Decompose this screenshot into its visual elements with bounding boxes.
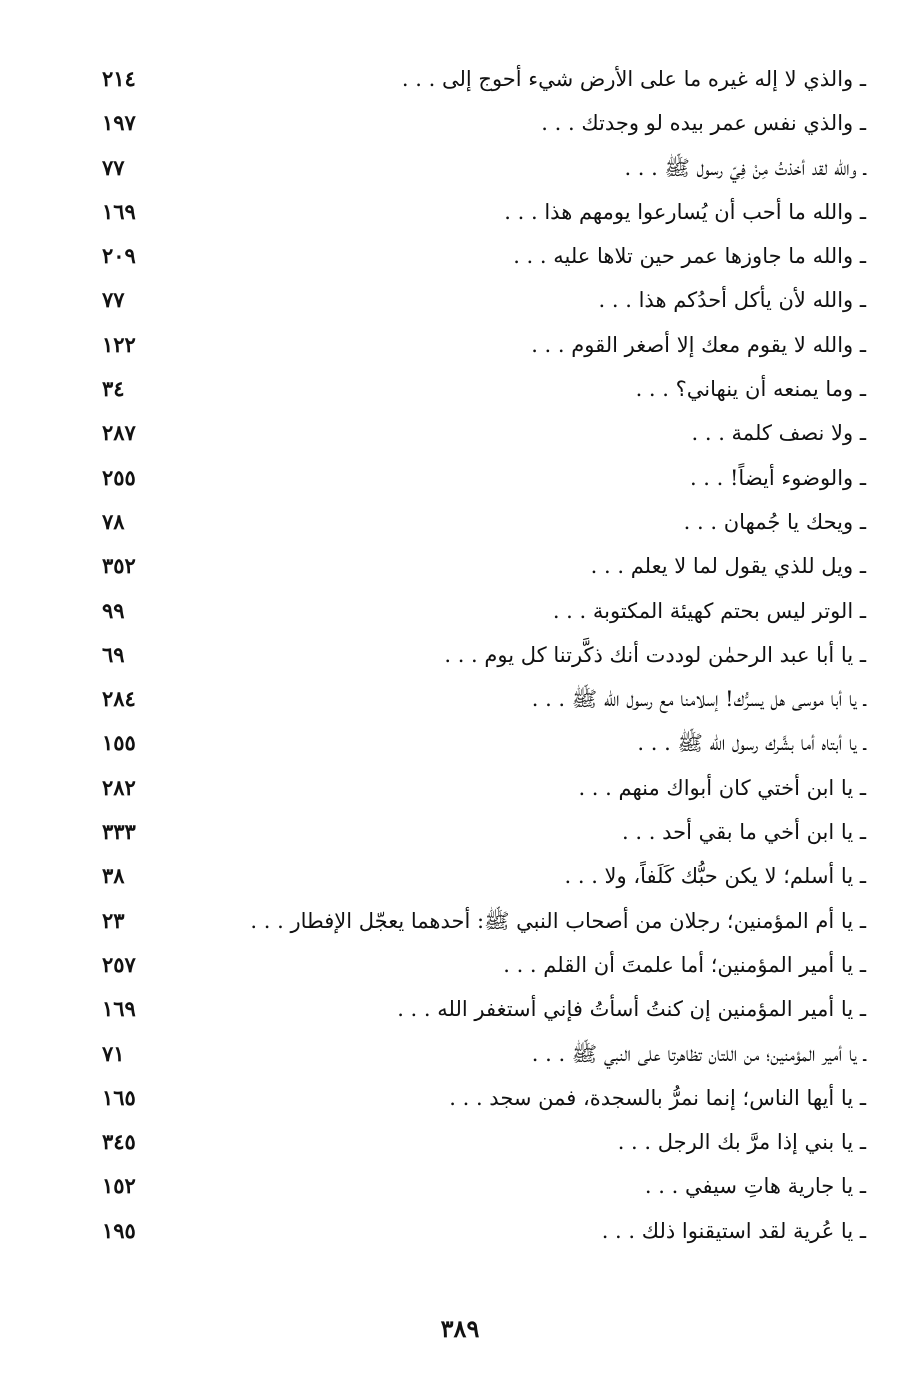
index-entry bbox=[96, 634, 866, 678]
entry-page-ref: ١٥٢ bbox=[102, 1173, 136, 1199]
entry-quote: ـ يا جارية هاتِ سيفي . . . bbox=[644, 1174, 866, 1199]
entry-page-ref: ١٦٥ bbox=[102, 1084, 136, 1110]
entry-quote: ـ يا أمير المؤمنين؛ من اللتان تظاهرتا على النبي ﷺ . . . bbox=[531, 1041, 866, 1066]
index-entry bbox=[96, 767, 866, 811]
index-entry bbox=[96, 368, 866, 412]
index-entry bbox=[96, 855, 866, 899]
entry-page-ref: ٣٨ bbox=[102, 863, 125, 889]
entry-page-ref: ١٦٩ bbox=[102, 996, 136, 1022]
index-entry bbox=[96, 191, 866, 235]
page-number: ٣٨٩ bbox=[440, 1314, 480, 1343]
entry-quote: ـ الوتر ليس بحتم كهيئة المكتوبة . . . bbox=[552, 598, 866, 623]
entry-page-ref: ١٥٥ bbox=[102, 730, 136, 756]
index-entry bbox=[96, 279, 866, 323]
entry-page-ref: ٢٠٩ bbox=[102, 243, 136, 269]
entry-quote: ـ يا أسلم؛ لا يكن حبُّك كَلَفاً، ولا . . . bbox=[564, 864, 866, 889]
entry-quote: ـ يا أبا عبد الرحمٰن لوددت أنك ذكَّرتنا كل يوم . . . bbox=[444, 642, 866, 667]
index-entry bbox=[96, 412, 866, 456]
entry-quote: ـ يا بني إذا مرَّ بك الرجل . . . bbox=[617, 1130, 866, 1155]
entry-page-ref: ١٢٢ bbox=[102, 331, 136, 357]
index-entry bbox=[96, 102, 866, 146]
entry-quote: ـ والذي لا إله غيره ما على الأرض شيء أحوج إلى . . . bbox=[401, 67, 866, 91]
index-entry bbox=[96, 1077, 866, 1121]
entry-page-ref: ٣٤ bbox=[102, 376, 125, 402]
index-entry bbox=[96, 944, 866, 988]
entry-quote: ـ يا ابن أخي ما بقي أحد . . . bbox=[622, 820, 866, 845]
entry-page-ref: ٧٨ bbox=[102, 508, 125, 534]
index-entry bbox=[96, 1121, 866, 1165]
entry-quote: ـ يا أبا موسى هل يسرُّك! إسلامنا مع رسول الله ﷺ . . . bbox=[531, 687, 866, 712]
index-entry bbox=[96, 501, 866, 545]
index-entry bbox=[96, 1210, 866, 1254]
entry-page-ref: ٣٣٣ bbox=[102, 819, 136, 845]
entry-page-ref: ٧٧ bbox=[102, 287, 125, 313]
index-entry bbox=[96, 545, 866, 589]
entry-page-ref: ٧١ bbox=[102, 1040, 125, 1066]
index-entry bbox=[96, 722, 866, 766]
entry-page-ref: ٢٥٥ bbox=[102, 464, 136, 490]
entry-quote: ـ والله لا يقوم معك إلا أصغر القوم . . . bbox=[531, 332, 866, 357]
index-entry bbox=[96, 1165, 866, 1209]
entry-quote: ـ يا أم المؤمنين؛ رجلان من أصحاب النبي ﷺ: أحدهما يعجّل الإفطار . . . bbox=[250, 908, 866, 933]
entry-page-ref: ٣٥٢ bbox=[102, 553, 136, 579]
entry-quote: ـ ويحك يا جُمهان . . . bbox=[683, 509, 866, 534]
index-entry bbox=[96, 1033, 866, 1077]
index-entry bbox=[96, 457, 866, 501]
quote-index-list bbox=[96, 58, 866, 1254]
entry-quote: ـ ويل للذي يقول لما لا يعلم . . . bbox=[590, 554, 866, 579]
entry-page-ref: ٦٩ bbox=[102, 641, 125, 667]
entry-page-ref: ٧٧ bbox=[102, 154, 125, 180]
entry-page-ref: ٢٨٧ bbox=[102, 420, 136, 446]
index-entry bbox=[96, 235, 866, 279]
entry-quote: ـ والوضوء أيضاً! . . . bbox=[689, 465, 866, 490]
entry-quote: ـ والله ما جاوزها عمر حين تلاها عليه . . . bbox=[513, 244, 866, 269]
entry-quote: ـ يا أيها الناس؛ إنما نمرُّ بالسجدة، فمن سجد . . . bbox=[449, 1085, 866, 1110]
entry-quote: ـ يا أمير المؤمنين إن كنتُ أسأتُ فإني أستغفر الله . . . bbox=[397, 997, 866, 1022]
entry-page-ref: ٣٤٥ bbox=[102, 1129, 136, 1155]
entry-quote: ـ يا أمير المؤمنين؛ أما علمتَ أن القلم . . . bbox=[503, 952, 866, 977]
entry-page-ref: ١٩٥ bbox=[102, 1217, 136, 1243]
entry-quote: ـ يا ابن أختي كان أبواك منهم . . . bbox=[578, 775, 866, 800]
entry-quote: ـ والله لأن يأكل أحدُكم هذا . . . bbox=[598, 288, 866, 313]
entry-page-ref: ١٩٧ bbox=[102, 110, 136, 136]
entry-quote: ـ يا عُرية لقد استيقنوا ذلك . . . bbox=[601, 1218, 866, 1243]
entry-quote: ـ والذي نفس عمر بيده لو وجدتك . . . bbox=[541, 111, 866, 136]
entry-page-ref: ١٦٩ bbox=[102, 198, 136, 224]
entry-quote: ـ ولا نصف كلمة . . . bbox=[691, 421, 866, 446]
index-entry bbox=[96, 988, 866, 1032]
entry-quote: ـ والله لقد أخذتُ مِنْ فِيّ رسول ﷺ . . . bbox=[624, 155, 866, 180]
index-entry bbox=[96, 811, 866, 855]
index-entry bbox=[96, 900, 866, 944]
entry-page-ref: ٢٨٤ bbox=[102, 686, 136, 712]
index-entry bbox=[96, 58, 866, 102]
entry-page-ref: ٢١٤ bbox=[102, 66, 136, 91]
entry-page-ref: ٢٨٢ bbox=[102, 774, 136, 800]
entry-page-ref: ٩٩ bbox=[102, 597, 125, 623]
entry-quote: ـ والله ما أحب أن يُسارعوا يومهم هذا . . . bbox=[504, 199, 866, 224]
entry-quote: ـ يا أبتاه أما بشَّرك رسول الله ﷺ . . . bbox=[637, 731, 866, 756]
entry-quote: ـ وما يمنعه أن ينهاني؟ . . . bbox=[635, 377, 866, 402]
index-entry bbox=[96, 147, 866, 191]
index-entry bbox=[96, 678, 866, 722]
entry-page-ref: ٢٥٧ bbox=[102, 951, 136, 977]
index-entry bbox=[96, 324, 866, 368]
index-entry bbox=[96, 590, 866, 634]
entry-page-ref: ٢٣ bbox=[102, 907, 125, 933]
